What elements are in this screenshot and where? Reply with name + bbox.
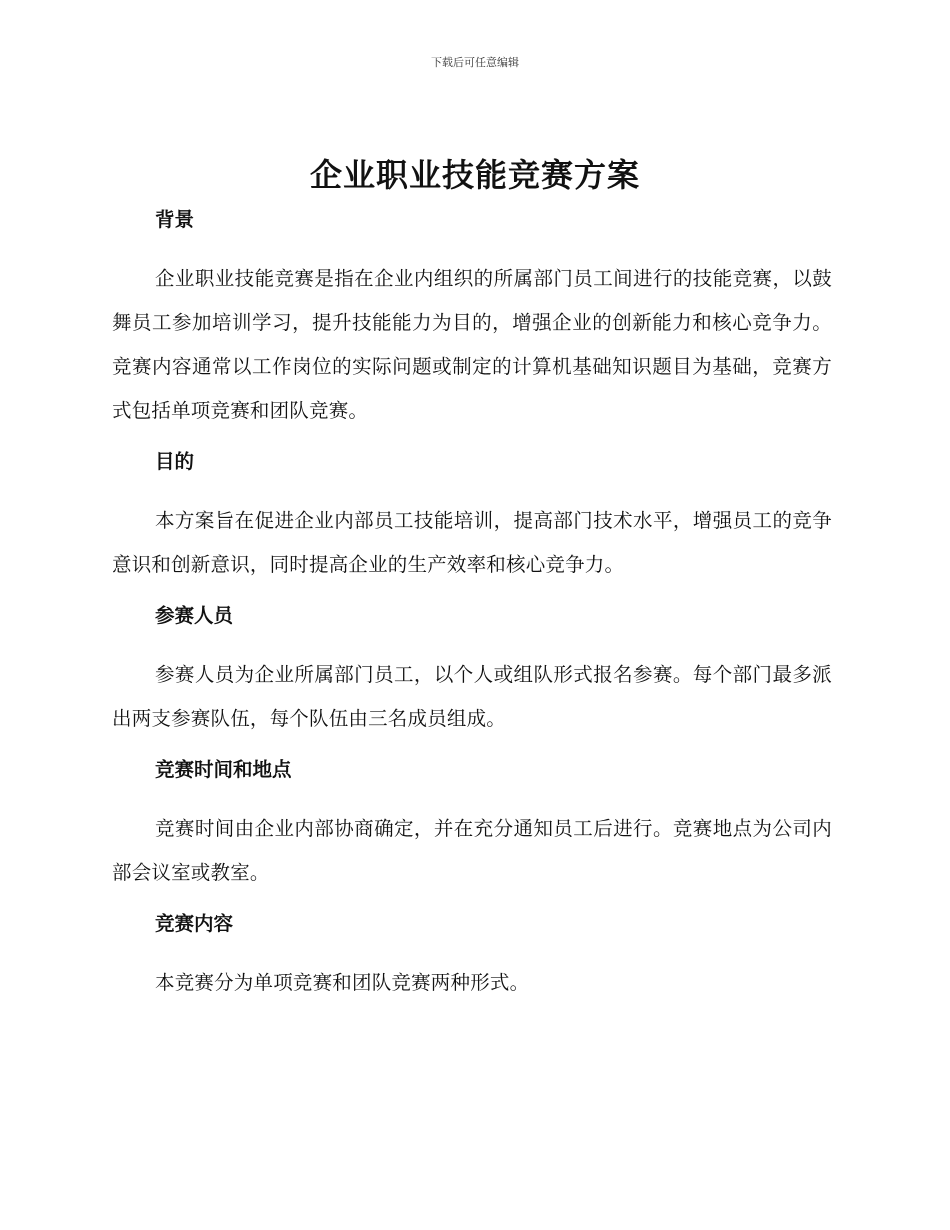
section-heading: 竞赛内容 [155, 912, 234, 935]
section-heading: 目的 [155, 450, 195, 473]
section-paragraph: 竞赛时间由企业内部协商确定，并在充分通知员工后进行。竞赛地点为公司内部会议室或教室。 [112, 817, 832, 884]
section-paragraph: 本竞赛分为单项竞赛和团队竞赛两种形式。 [155, 971, 530, 994]
header-note: 下载后可任意编辑 [431, 56, 519, 69]
section-paragraph: 企业职业技能竞赛是指在企业内组织的所属部门员工间进行的技能竞赛，以鼓舞员工参加培训学习，提升技能能力为目的，增强企业的创新能力和核心竞争力。竞赛内容通常以工作岗位的实际问题或制定的计算机基础知识题目为基础，竞赛方式包括单项竞赛和团队竞赛。 [112, 267, 832, 422]
section-heading: 背景 [155, 208, 195, 231]
document-body [112, 205, 832, 1019]
section-paragraph: 本方案旨在促进企业内部员工技能培训，提高部门技术水平，增强员工的竞争意识和创新意识，同时提高企业的生产效率和核心竞争力。 [112, 509, 832, 576]
section-heading: 参赛人员 [155, 604, 234, 627]
section-heading: 竞赛时间和地点 [155, 758, 292, 781]
section-content [112, 909, 832, 1005]
section-purpose [112, 447, 832, 587]
section-time-location [112, 755, 832, 895]
document-title: 企业职业技能竞赛方案 [309, 156, 640, 194]
section-paragraph: 参赛人员为企业所属部门员工，以个人或组队形式报名参赛。每个部门最多派出两支参赛队伍，每个队伍由三名成员组成。 [112, 663, 832, 730]
section-participants [112, 601, 832, 741]
section-background [112, 205, 832, 433]
